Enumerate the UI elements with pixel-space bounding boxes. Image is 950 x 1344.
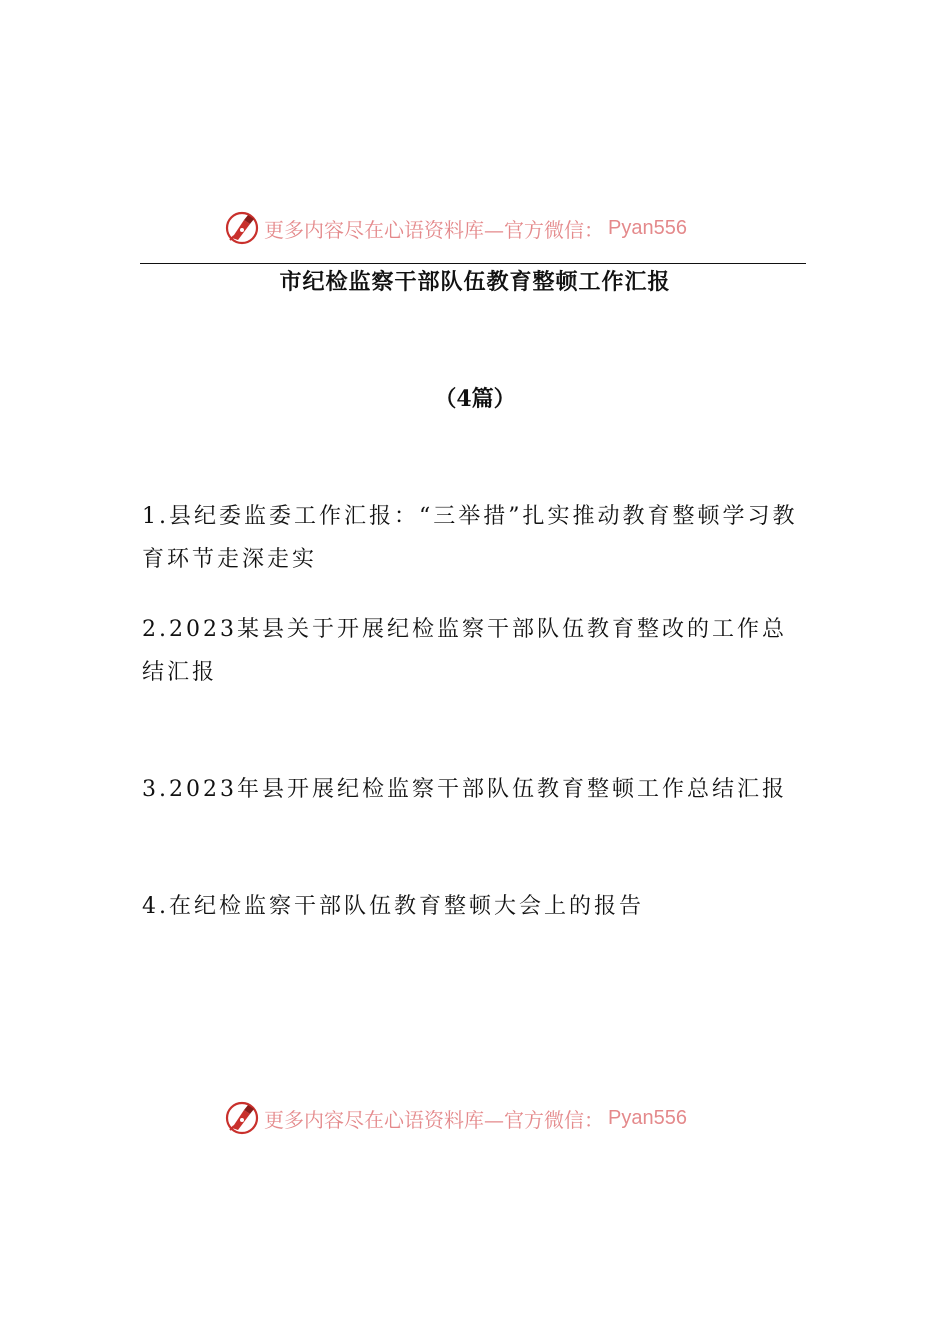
list-item-1: 1.县纪委监委工作汇报：“三举措”扎实推动教育整顿学习教育环节走深走实 [142,504,798,572]
document-title: 市纪检监察干部队伍教育整顿工作汇报 [279,269,671,295]
watermark-text: 更多内容尽在心语资料库—官方微信： [264,1107,604,1132]
pen-nib-circle-icon [224,210,260,246]
watermark-wechat-id: Pyan556 [608,1106,687,1129]
header-rule [140,263,806,264]
pen-nib-circle-icon [224,1100,260,1136]
list-item-3: 3.2023年县开展纪检监察干部队伍教育整顿工作总结汇报 [142,777,787,802]
list-item-2: 2.2023某县关于开展纪检监察干部队伍教育整改的工作总结汇报 [142,617,787,685]
watermark-banner-top [224,208,687,248]
watermark-text: 更多内容尽在心语资料库—官方微信： [264,217,604,242]
watermark-banner-bottom [224,1098,687,1138]
watermark-wechat-id: Pyan556 [608,216,687,239]
document-count: （4篇） [434,386,516,412]
list-item-4: 4.在纪检监察干部队伍教育整顿大会上的报告 [142,894,644,919]
